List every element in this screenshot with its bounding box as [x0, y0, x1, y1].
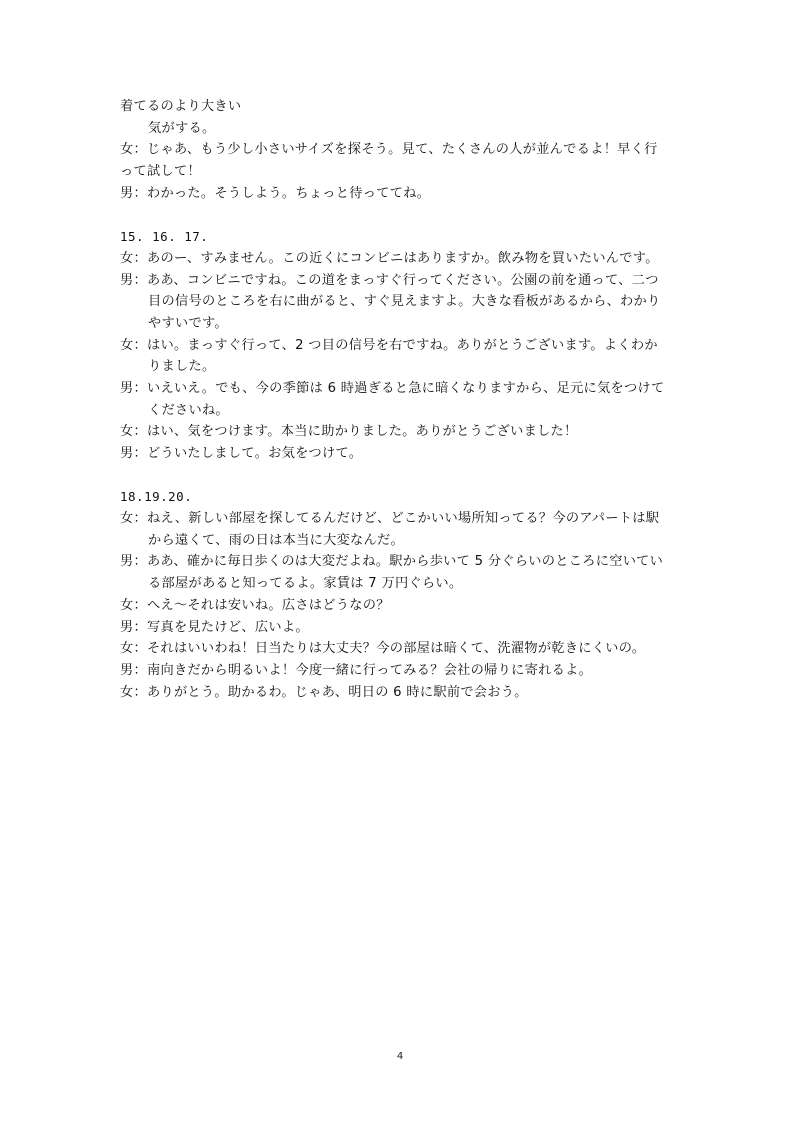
dialogue-line: 女：ありがとう。助かるわ。じゃあ、明日の 6 時に駅前で会おう。	[120, 684, 528, 700]
intro-line: 男：わかった。そうしよう。ちょっと待っててね。	[120, 185, 431, 201]
dialogue-line: から遠くて、雨の日は本当に大変なんだ。	[148, 532, 404, 548]
dialogue-line: 女：それはいいわね！日当たりは大丈夫？今の部屋は暗くて、洗濯物が乾きにくいの。	[120, 641, 646, 657]
dialogue-line: 女：ねえ、新しい部屋を探してるんだけど、どこかいい場所知ってる？今のアパートは駅	[120, 511, 660, 527]
intro-block	[120, 96, 690, 204]
intro-line: 女：じゃあ、もう少し小さいサイズを探そう。見て、たくさんの人が並んでるよ！早く行	[120, 142, 658, 158]
dialogue-line: くださいね。	[148, 402, 229, 418]
dialogue-line: 男：ああ、確かに毎日歩くのは大変だよね。駅から歩いて 5 分ぐらいのところに空いてい	[120, 554, 664, 570]
intro-line: 着てるのより大きい	[120, 99, 242, 114]
section-header: 18.19.20.	[120, 489, 193, 505]
intro-line: って試して！	[120, 164, 201, 180]
dialogue-line: 女：あのー、すみません。この近くにコンビニはありますか。飲み物を買いたいんです。	[120, 250, 659, 266]
dialogue-line: 女：はい、気をつけます。本当に助かりました。ありがとうございました！	[120, 424, 578, 440]
transcript-body	[120, 96, 690, 703]
section-spacer	[120, 465, 690, 487]
dialogue-line: 男：ああ、コンビニですね。この道をまっすぐ行ってください。公園の前を通って、二つ	[120, 272, 659, 288]
page-number: 4	[396, 1051, 404, 1062]
section-spacer	[120, 204, 690, 226]
dialogue-line: 女：はい。まっすぐ行って、2 つ目の信号を右ですね。ありがとうございます。よくわか	[120, 337, 658, 353]
dialogue-line: 男：いえいえ。でも、今の季節は 6 時過ぎると急に暗くなりますから、足元に気をつけて	[120, 380, 665, 396]
dialogue-line: る部屋があると知ってるよ。家賃は 7 万円ぐらい。	[148, 576, 463, 592]
dialogue-line: 女：へえ～それは安いね。広さはどうなの？	[120, 597, 390, 613]
dialogue-line: 男：どういたしまして。お気をつけて。	[120, 446, 363, 461]
dialogue-line: りました。	[148, 359, 216, 375]
dialogue-line: 男：南向きだから明るいよ！今度一緒に行ってみる？会社の帰りに寄れるよ。	[120, 662, 593, 678]
dialogue-section-15-17	[120, 226, 690, 465]
section-header: 15. 16. 17.	[120, 229, 209, 245]
dialogue-section-18-20	[120, 486, 690, 703]
dialogue-line: 男：写真を見たけど、広いよ。	[120, 619, 309, 635]
intro-line: 気がする。	[148, 120, 216, 136]
dialogue-line: やすいです。	[148, 315, 228, 331]
dialogue-line: 目の信号のところを右に曲がると、すぐ見えますよ。大きな看板があるから、わかり	[148, 294, 661, 310]
